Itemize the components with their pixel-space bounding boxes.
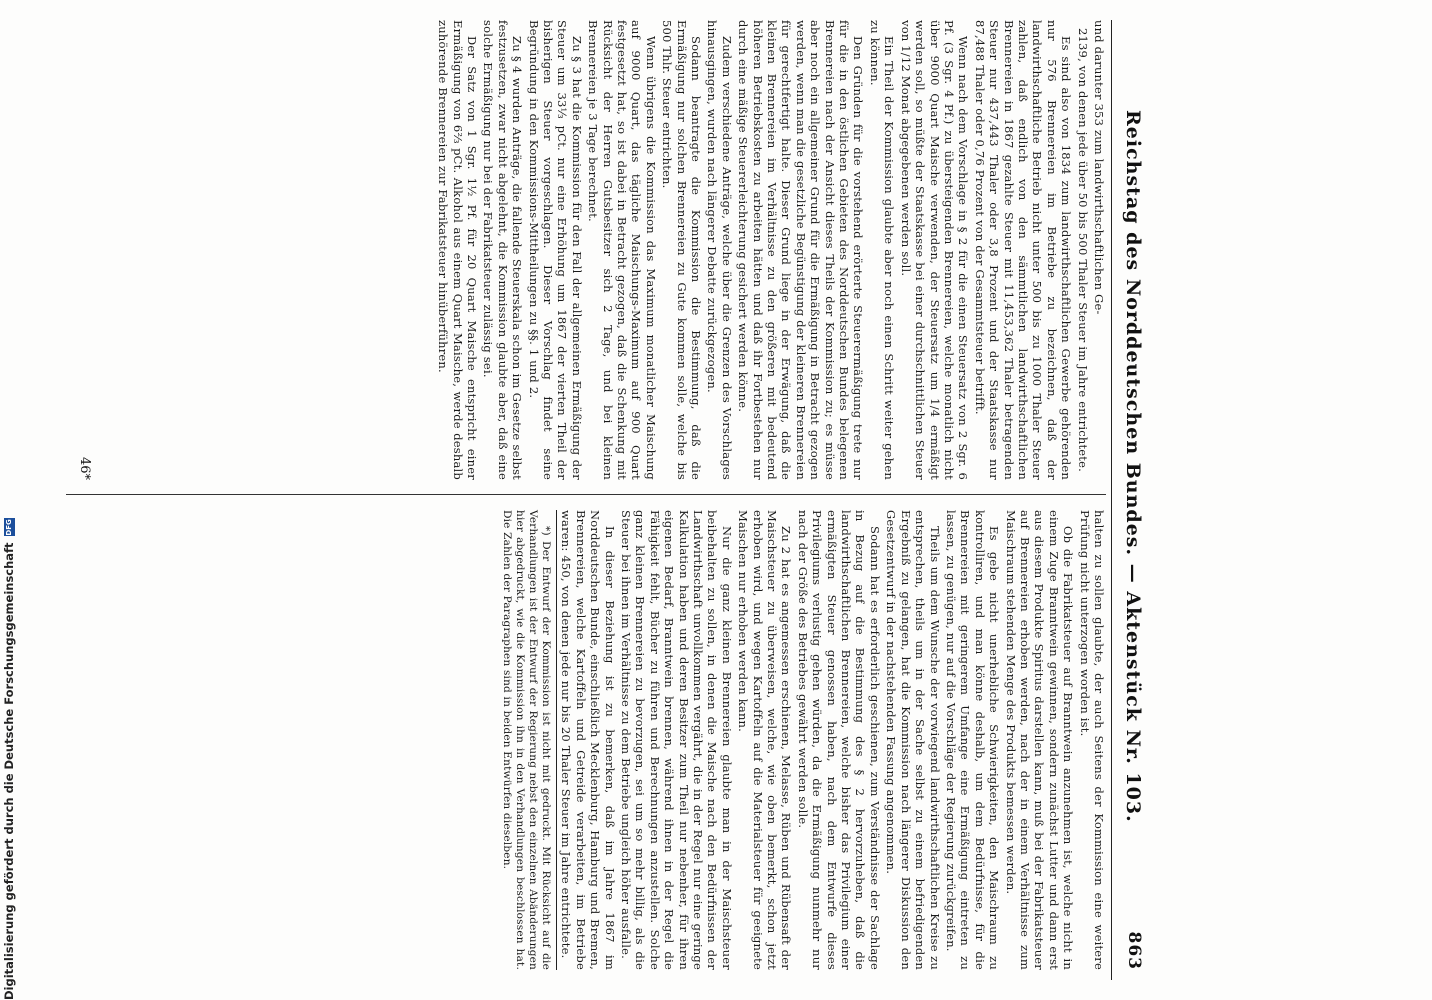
paragraph: Wenn nach dem Vorschlage in § 2 für die einen Steuersatz von 2 Sgr. 6 Pf. (3 Sgr. 4 Pf.) zu übersteigenden Brennereien, welche monatlich nicht über 9000 Quart Maische verwenden, der Steuersatz um 1/4 ermäßigt werden soll, so müßte der Staatskasse bei einer durchschnittlichen Steuer von 1/12 Monat abgegebenen werden soll. [898, 20, 971, 480]
paragraph: Theils um dem Wunsche der vorwiegend landwirthschaftlichen Kreise zu entsprechen, theils um in der Sache selbst zu einem befriedigenden Ergebniß zu gelangen, hat die Kommission nach längerer Diskussion den Gesetzentwurf in der nachstehenden Fassung angenommen. [884, 510, 942, 970]
paragraph: Zu § 4 wurden Anträge, die fallende Steuerskala schon im Gesetze selbst festzusetzen, zwar nicht abgelehnt, die Kommission glaubte aber, daß eine solche Ermäßigung nur bei der Fabrikatsteuer zulässig sei. [481, 20, 525, 480]
paragraph: In dieser Beziehung ist zu bemerken, daß im Jahre 1867 im Norddeutschen Bunde, einschließlich Mecklenburg, Hamburg und Bremen, Brennereien, welche Kartoffeln und Getreide verarbeiten, im Betriebe waren: 450, von denen jede nur bis 20 Thaler Steuer im Jahre entrichtete. [559, 510, 617, 970]
rotated-page-content [52, 20, 1152, 980]
paragraph: Zu 2 hat es angemessen erschienen, Melasse, Rüben und Rübensaft der Maischsteuer zu überweisen, welche, wie oben bemerkt, schon jetzt erhoben wird, und wegen Kartoffeln auf die Materialsteuer für geeignete Maischen nur erhoben werden kann. [736, 510, 794, 970]
paragraph: Zudem verschiedene Anträge, welche über die Grenzen des Vorschlages hinausgingen, wurden nach längerer Debatte zurückgezogen. [705, 20, 734, 480]
paragraph: Den Gründen für die vorstehend erörterte Steuerermäßigung trete nur für die in den östlichen Gebieten des Norddeutschen Bundes belegenen Brennereien nach der Ansicht dieses Theils der Kommission zu; es müsse aber noch ein allgemeiner Grund für die Ermäßigung in Betracht gezogen werden, wenn man die gesetzliche Begünstigung der kleineren Brennereien für gerechtfertigt halte. Dieser Grund liege in der Erwägung, daß die kleinen Brennereien im Verhältnisse zu den größeren mit bedeutend höheren Betriebskosten zu arbeiten hätten und daß ihr Fortbestehen nur durch eine mäßige Steuererleichterung gesichert werden könne. [736, 20, 866, 480]
paragraph: Es sind also von 1834 zum landwirthschaftlichen Gewerbe gehörenden nur 576 Brennereien im Betriebe zu bezeichnen, daß der landwirthschaftliche Betrieb nicht unter 500 bis zu 1000 Thaler Steuer zahlen, daß endlich von den sämmtlichen landwirthschaftlichen Brennereien in 1867 gezahlte Steuer mit 11,453,362 Thaler betragenden Steuer nur 437,443 Thaler oder 3,8 Prozent und der Staatskasse nur 87,488 Thaler oder 0,76 Prozent von der Gesammtsteuer betrifft. [972, 20, 1074, 480]
paragraph: Es gebe nicht unerhebliche Schwierigkeiten, den Maischraum zu kontrolliren, und man könne deshalb, um dem Bedürfnisse, für die Brennereien mit geringerem Umfange eine Ermäßigung eintreten zu lassen, zu genügen, nur auf die Vorschläge der Regierung zurückgreifen. [943, 510, 1002, 970]
column-divider [66, 494, 1106, 495]
paragraph: Der Satz von 1 Sgr. 1½ Pf. für 20 Quart Maische entspricht einer Ermäßigung von 6⅔ pCt. Alkohol aus einem Quart Maische, werde deshalb zuhörende Brennereien zur Fabrikatsteuer hinüberführen. [436, 20, 479, 480]
paragraph: Wenn übrigens die Kommission das Maximum monatlicher Maischung auf 9000 Quart, das tägliche Maischungs-Maximum auf 900 Quart festgesetzt hat, so ist dabei in Betracht gezogen, daß die Schenkung mit Rücksicht der Herren Gutsbesitzer sich 2 Tage, und bei kleinen Brennereien je 3 Tage berechnet. [586, 20, 658, 480]
text-column-left [498, 510, 1106, 970]
dfg-logo-icon: DFG [4, 519, 13, 536]
paragraph: halten zu sollen glaubte, der auch Seitens der Kommission eine weitere Prüfung nicht unterzogen worden ist. [1077, 510, 1106, 970]
header-title: Reichstag des Norddeutschen Bundes. — Aktenstück Nr. 103. [1122, 110, 1144, 823]
digitization-credit [2, 518, 16, 1000]
sheet-number: 46* [77, 456, 92, 480]
paragraph: Nur die ganz kleinen Brennereien glaubte man in der Maischsteuer beibehalten zu sollen, in denen die Maische nach den Bedürfnissen der Landwirthschaft unvollkommen vergährt, die in der Regel nur eine geringe Kalkulation haben und deren Besitzer zum Theil nur nebenher, für ihren eigenen Bedarf, Branntwein brennen, während ihnen in der Regel die Fähigkeit fehlt, Bücher zu führen und Berechnungen anzustellen. Solche ganz kleinen Brennereien zu bevorzugen, sei um so mehr billig, als die Steuer bei ihnen im Verhältnisse zu dem Betriebe ungleich höher ausfalle. [619, 510, 734, 970]
paragraph: Sodann hat es erforderlich geschienen, zum Verständnisse der Sachlage in Bezug auf die Bestimmung des § 2 hervorzuheben, daß die landwirthschaftlichen Brennereien, welche bisher das Privilegium einer ermäßigten Steuer genossen haben, nach dem Entwurfe dieses Privilegiums verlustig gehen würden, da die Ermäßigung nunmehr nur nach der Größe des Betriebes gewährt werden solle. [795, 510, 882, 970]
credit-text: Digitalisierung gefördert durch die Deutsche Forschungsgemeinschaft [2, 542, 16, 1000]
paragraph: Sodann beantragte die Kommission die Bestimmung, daß die Ermäßigung nur solchen Brennereien zu Gute kommen solle, welche bis 500 Thlr. Steuer entrichten. [660, 20, 704, 480]
paragraph: 2139, von denen jede über 50 bis 500 Thaler Steuer im Jahre entrichtete. [1075, 28, 1090, 472]
paragraph: Ein Theil der Kommission glaubte aber noch einen Schritt weiter gehen zu können. [867, 20, 897, 480]
footnote: *) Der Entwurf der Kommission ist nicht mit gedruckt. Mit Rücksicht auf die Verhandlungen ist der Entwurf der Regierung nebst den einzelnen Abänderungen hier abgedruckt, wie die Kommission ihn in den Verhandlungen beschlossen hat. Die Zahlen der Paragraphen sind in beiden Entwürfen dieselben. [500, 510, 557, 970]
paragraph: und darunter 353 zum landwirthschaftlichen Ge- [1092, 20, 1106, 315]
running-header [1111, 20, 1152, 980]
page-number: 863 [1124, 931, 1144, 970]
paragraph: Zu § 3 hat die Kommission für den Fall der allgemeinen Ermäßigung der Steuer um 33⅓ pCt. nur eine Erhöhung um 1867 der vierten Theil der bisherigen Steuer vorgeschlagen. Dieser Vorschlag findet seine Begründung in den Kommissions-Mittheilungen zu §§. 1 und 2. [526, 20, 584, 480]
text-column-right [434, 20, 1106, 480]
paragraph: Ob die Fabrikatsteuer auf Branntwein anzunehmen ist, welche nicht in einem Zuge Branntwein gewinnen, sondern zunächst Lutter und dann erst aus diesem Produkte Spiritus darstellen kann, muß bei der Fabrikatsteuer auf Brennereien erhoben werden, nach der in einem Verhältnisse zum Maischraum stehenden Menge des Produkts bemessen werden. [1003, 510, 1076, 970]
